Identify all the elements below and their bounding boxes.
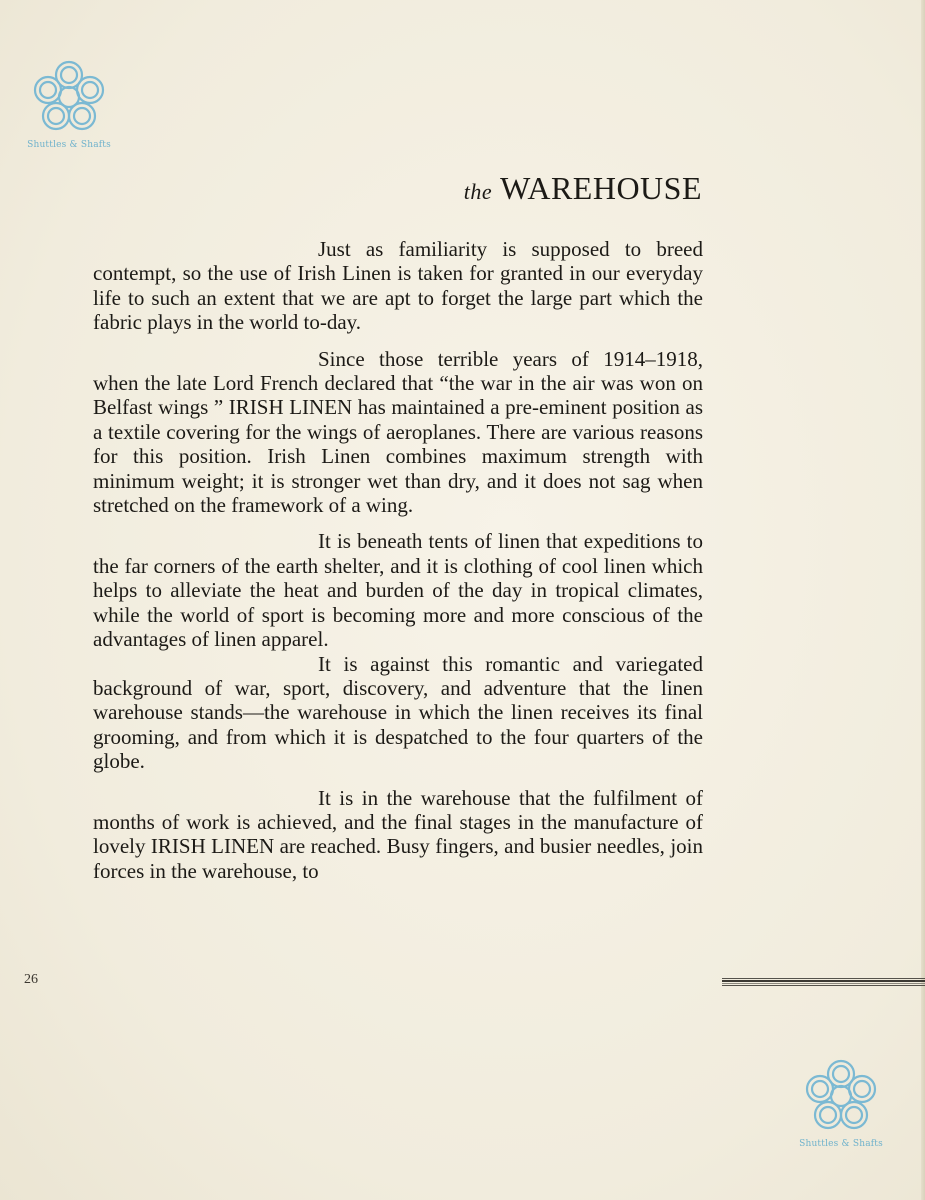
page-title [202, 170, 702, 207]
article-body [93, 237, 703, 883]
margin-rule [722, 978, 925, 987]
paragraph: It is beneath tents of linen that expeditions to the far corners of the earth shelter, and it is clothing of cool linen which helps to alleviate the heat and burden of the day in tropical climates, while the world of sport is becoming more and more conscious of the advantages of linen apparel. [93, 529, 703, 652]
title-prefix: the [463, 179, 493, 204]
page-edge [921, 0, 925, 1200]
paragraph: Since those terrible years of 1914–1918, when the late Lord French declared that “the war in the air was won on Belfast wings ” IRISH LINEN has maintained a pre-eminent position as a textile covering for the wings of aeroplanes. There are various reasons for this position. Irish Linen combines maximum strength with minimum weight; it is stronger wet than dry, and it does not sag when stretched on the framework of a wing. [93, 346, 703, 518]
shuttles-shafts-logo-top [14, 56, 124, 150]
knot-logo-icon [28, 56, 110, 138]
shuttles-shafts-logo-bottom [786, 1055, 896, 1149]
paragraph: It is in the warehouse that the fulfilment of months of work is achieved, and the final stages in the manufacture of lovely IRISH LINEN are reached. Busy fingers, and busier needles, join forces in the warehouse, to [93, 785, 703, 883]
title-main: WAREHOUSE [500, 170, 702, 206]
page-number: 26 [24, 972, 38, 987]
logo-text: Shuttles & Shafts [799, 1139, 883, 1149]
paragraph: It is against this romantic and variegated background of war, sport, discovery, and adventure that the linen warehouse stands—the warehouse in which the linen receives its final grooming, and from which it is despatched to the four quarters of the globe. [93, 651, 703, 774]
knot-logo-icon [800, 1055, 882, 1137]
logo-text: Shuttles & Shafts [27, 140, 111, 150]
paragraph: Just as familiarity is supposed to breed contempt, so the use of Irish Linen is taken for granted in our everyday life to such an extent that we are apt to forget the large part which the fabric plays in the world to-day. [93, 237, 703, 335]
